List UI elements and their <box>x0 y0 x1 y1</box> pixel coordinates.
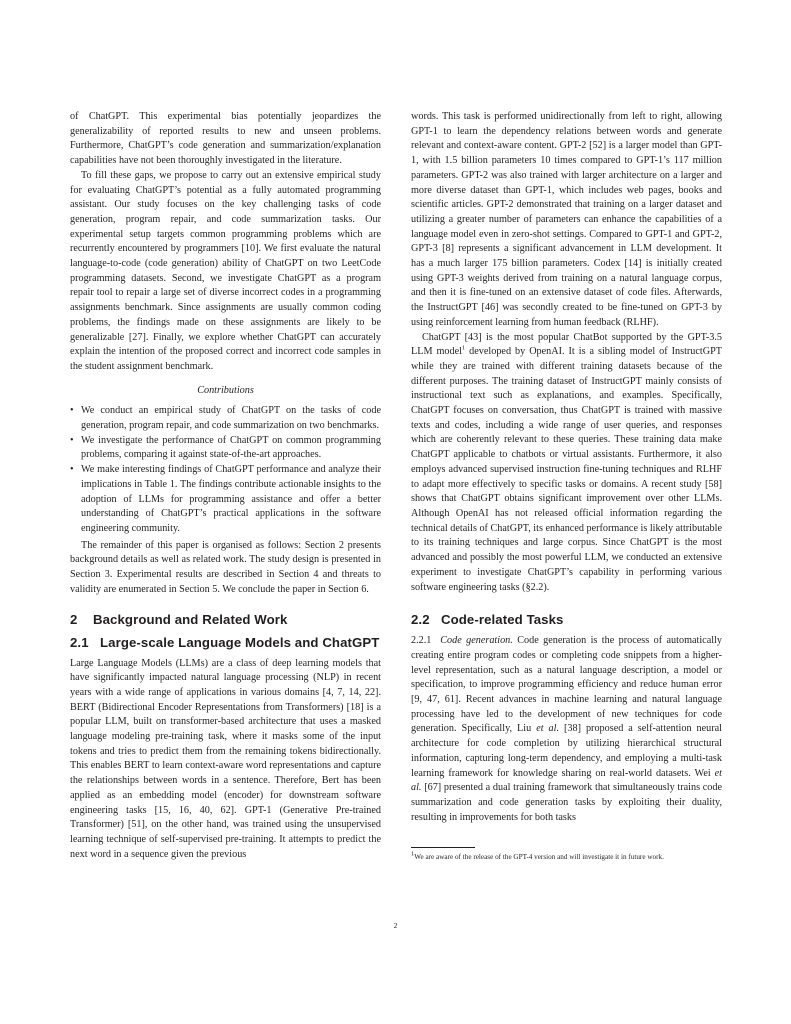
text-run: et al. <box>411 767 722 794</box>
subsubsection-number: 2.2.1 <box>411 635 432 647</box>
page-number: 2 <box>393 921 398 930</box>
subsection-heading <box>411 611 722 628</box>
subsection-heading <box>70 634 381 651</box>
footnote-marker: 1 <box>411 850 415 858</box>
paragraph: of ChatGPT. This experimental bias potentially jeopardizes the generalizability of reported results to new and unseen problems. Furthermore, ChatGPT’s code generation and summarization/explanation capabilities have not been thoroughly investigated in the literature. <box>70 111 381 167</box>
footnote-text: We are aware of the release of the GPT-4 version and will investigate it in future work. <box>414 853 664 862</box>
text-run: et al. <box>536 723 560 735</box>
list-item: • We conduct an empirical study of ChatGPT on the tasks of code generation, program repair, and code summarization on two benchmarks. <box>70 404 381 433</box>
footnote-rule <box>411 847 475 848</box>
section-title: Code-related Tasks <box>441 612 564 628</box>
right-column <box>411 110 722 862</box>
text-run: [38] proposed a self-attention neural architecture for code completion by utilizing hierarchical structural information, capturing long-term dependency, and employing a multi-task learning framework for knowledge sharing on real-world datasets. Wei <box>411 723 722 779</box>
section-title: Large-scale Language Models and ChatGPT <box>100 634 380 650</box>
section-heading <box>70 611 381 628</box>
text-run: Code generation is the process of automatically creating entire program codes or completing code snippets from a higher-level representation, such as a natural language description, a model or specification, to improve programming efficiency and reduce human error [9, 47, 61]. Recent advances in machine learning and natural language processing have led to the development of new techniques for code generation. Specifically, Liu <box>411 635 722 735</box>
text-run: [67] presented a dual training framework that simultaneously trains code summarization and code generation tasks by exploiting their duality, resulting in improvements for both tasks <box>411 782 722 823</box>
paragraph: words. This task is performed unidirectionally from left to right, allowing GPT-1 to learn the dependency relations between words and generate relevant and context-aware content. GPT-2 [52] is a larger model than GPT-1, with 1.5 billion parameters 10 times compared to GPT-1’s 117 million parameters. GPT-2 was also trained with larger architecture on a larger and more diverse dataset than GPT-1, which includes web pages, books and scientific articles. GPT-2 demonstrated that training on a larger dataset and utilizing a greater number of parameters can enhance the capabilities of a language model even in zero-shot settings. Compared to GPT-1 and GPT-2, GPT-3 [8] represents a significant advancement in LLM development. It has a much larger 175 billion parameters. Codex [14] is initially created using GPT-3 weights derived from training on a natural language corpus, and then it is fine-tuned on an extensive dataset of code files. Afterwards, the InstructGPT [46] was secondly created to be fine-tuned on GPT-3 by using reinforcement learning from human feedback (RLHF). <box>411 111 722 328</box>
list-item: • We make interesting findings of ChatGPT performance and analyze their implications in Table 1. The findings contribute actionable insights to the adoption of LLMs for programming assistance and offer a better understanding of ChatGPT’s practical applications in the software engineering community. <box>70 463 381 537</box>
section-number: 2.1 <box>70 634 89 650</box>
subsubsection-title: Code generation. <box>440 635 513 647</box>
list-item: • We investigate the performance of ChatGPT on common programming problems, comparing it against state-of-the-art approaches. <box>70 434 381 463</box>
paragraph: Large Language Models (LLMs) are a class of deep learning models that have significantly impacted natural language processing (NLP) in recent years with a wide range of applications in various domains [4, 7, 14, 22]. BERT (Bidirectional Encoder Representations from Transformers) [18] is a popular LLM, built on transformer-based architecture that uses a masked language modeling pre-training task, where it masks some of the input tokens and tries to predict them from the remaining tokens bidirectionally. This enables BERT to learn context-aware word representations and capture the relationships between words in a sentence. Therefore, Bert has been applied as an embedding model (encoder) for downstream software engineering tasks [15, 16, 40, 62]. GPT-1 (Generative Pre-trained Transformer) [51], on the other hand, was trained using the unsupervised learning technique of self-supervised pre-training. It attempts to predict the next word in a sequence given the previous <box>70 657 381 860</box>
paragraph: The remainder of this paper is organised as follows: Section 2 presents background details as well as related work. The study design is presented in Section 3. Experimental results are described in Section 4 and threats to validity are enumerated in Section 5. We conclude the paper in Section 6. <box>70 539 381 595</box>
text-run: ChatGPT [43] is the most popular ChatBot supported by the GPT-3.5 LLM model <box>411 331 722 358</box>
left-column <box>70 110 381 862</box>
footnote <box>411 852 722 862</box>
paragraph: To fill these gaps, we propose to carry out an extensive empirical study for evaluating ChatGPT’s potential as a fully automated programming assistant. Our study focuses on the key challenging tasks of code generation, program repair, and code summarization tasks. Our experimental setup targets common programming problems which are recurrently encountered by programmers [10]. We first evaluate the natural language-to-code (code generation) ability of ChatGPT on two LeetCode programming datasets. Second, we investigate ChatGPT as a program repair tool to repair a large set of diverse incorrect codes in a programming assignments benchmark. Since assignments are usually common coding problems, the findings made on these assignments are likely to be generalizable [27]. Finally, we explore whether ChatGPT can accurately explain the intention of the proposed correct and incorrect code samples in the student assignment benchmark. <box>70 169 381 372</box>
paragraph <box>411 634 722 825</box>
paragraph <box>411 331 722 596</box>
contributions-list <box>70 404 381 536</box>
section-title: Background and Related Work <box>93 611 288 627</box>
section-number: 2 <box>70 611 78 627</box>
text-run: developed by OpenAI. It is a sibling model of InstructGPT while they are trained with different training datasets because of the different purposes. The training dataset of InstructGPT mainly consists of instructional text such as explanations, and examples. Specifically, ChatGPT focuses on conversation, thus ChatGPT is trained with massive texts and codes, including a wide range of user queries, and responses which are coherently relevant to these queries. These training data make ChatGPT applicable to chatbots or virtual assistants. Furthermore, it also employs advanced supervised instruction fine-tuning techniques and RLHF to adapt more effectively to specific tasks or domains. A recent study [58] shows that ChatGPT obtains significant improvement over other LLMs. Although OpenAI has not released official information regarding the technical details of ChatGPT, its enhanced performance is likely attributable to its training techniques and large corpus. Since ChatGPT is the most advanced and possibly the most powerful LLM, we conducted an extensive experiment to investigate ChatGPT’s capability in performing various software engineering tasks (§2.2). <box>411 346 722 593</box>
contributions-title: Contributions <box>197 384 254 396</box>
section-number: 2.2 <box>411 612 430 628</box>
footnote-marker: 1 <box>461 344 466 352</box>
